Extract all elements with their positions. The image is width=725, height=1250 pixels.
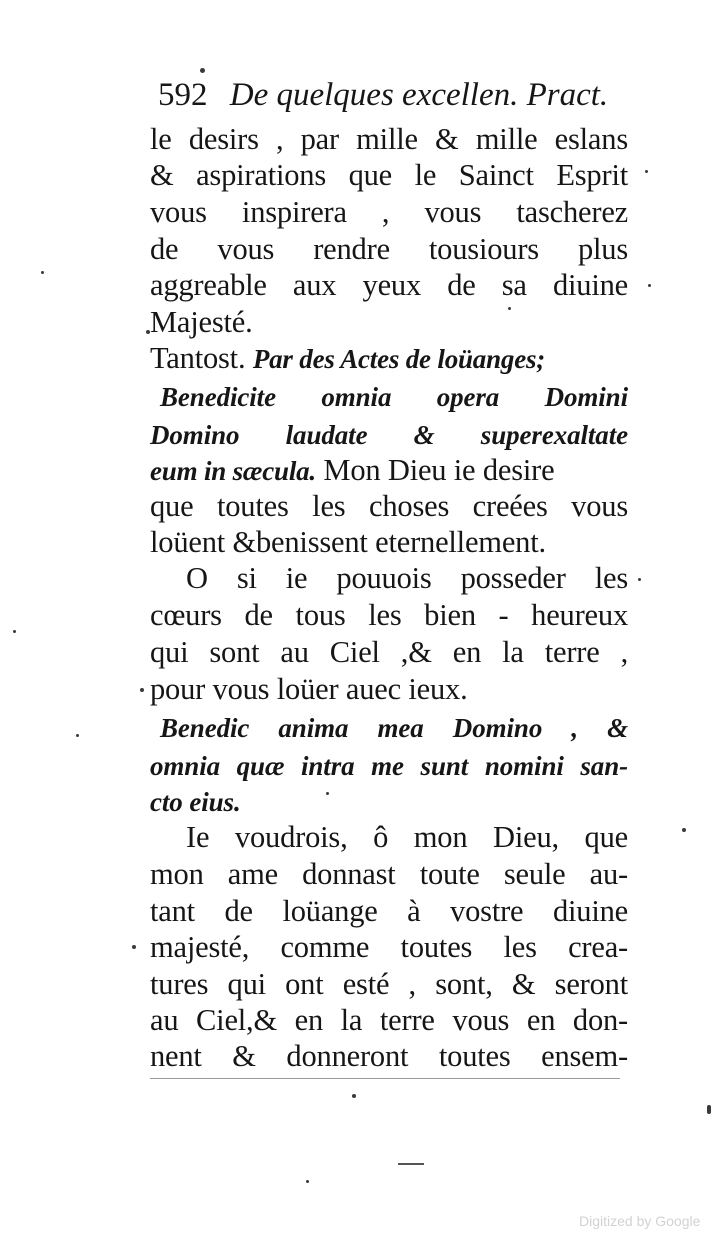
scan-speck: [306, 1180, 309, 1183]
scan-speck: [508, 307, 511, 310]
scan-speck: [41, 271, 44, 274]
scan-speck: [76, 734, 79, 737]
scan-speck: [645, 170, 648, 173]
line-roman-part: Tantost.: [150, 341, 246, 375]
scan-speck: [682, 828, 686, 832]
scan-speck: [707, 1105, 711, 1114]
scan-speck: [200, 68, 205, 73]
text-line: Majesté.: [150, 305, 253, 339]
text-line: pour vous loüer auec ieux.: [150, 672, 468, 706]
scan-rule: [150, 1078, 620, 1079]
running-title: De quelques excellen. Pract.: [229, 77, 609, 113]
latin-line: Domino laudate & superexaltate: [150, 420, 628, 450]
watermark: Digitized by Google: [579, 1213, 701, 1229]
scan-speck: [132, 945, 136, 949]
page-number: 592: [158, 77, 208, 113]
text-line: & aspirations que le Sainct Esprit: [150, 158, 628, 192]
text-line: O si ie pouuois posseder les: [186, 561, 628, 595]
text-line: tant de loüange à vostre diuine: [150, 894, 628, 928]
scan-speck: [648, 284, 651, 287]
text-line: aggreable aux yeux de sa diuine: [150, 268, 628, 302]
scan-speck: [140, 688, 144, 692]
text-line: le desirs , par mille & mille eslans: [150, 122, 628, 156]
scan-speck: [13, 630, 16, 633]
text-line: tures qui ont esté , sont, & seront: [150, 967, 628, 1001]
scan-speck: [638, 578, 641, 581]
latin-line: Benedicite omnia opera Domini: [160, 382, 628, 412]
latin-line: omnia quæ intra me sunt nomini san-: [150, 751, 628, 781]
line-italic-part: eum in sæcula.: [150, 456, 316, 486]
text-line: mon ame donnast toute seule au-: [150, 857, 628, 891]
text-line-mixed: [150, 451, 628, 489]
text-line: cœurs de tous les bien - heureux: [150, 598, 628, 632]
scan-speck: [326, 792, 329, 795]
latin-line: Benedic anima mea Domino , &: [160, 713, 628, 743]
page-header: [158, 72, 628, 118]
text-line-mixed: [150, 339, 628, 377]
scan-speck: [352, 1094, 356, 1098]
text-line: Ie voudrois, ô mon Dieu, que: [186, 820, 628, 854]
text-line: qui sont au Ciel ,& en la terre ,: [150, 635, 628, 669]
text-line: de vous rendre tousiours plus: [150, 232, 628, 266]
text-line: au Ciel,& en la terre vous en don-: [150, 1003, 628, 1037]
text-line: loüent &benissent eternellement.: [150, 525, 546, 559]
text-line: que toutes les choses creées vous: [150, 489, 628, 523]
text-line: nent & donneront toutes ensem-: [150, 1039, 628, 1073]
scan-speck: [146, 330, 150, 334]
latin-line: cto eius.: [150, 787, 241, 817]
scan-mark: [398, 1163, 424, 1165]
line-roman-part: Mon Dieu ie desire: [323, 453, 555, 487]
line-italic-part: Par des Actes de loüanges;: [252, 344, 546, 374]
text-line: majesté, comme toutes les crea-: [150, 930, 628, 964]
text-line: vous inspirera , vous tascherez: [150, 195, 628, 229]
